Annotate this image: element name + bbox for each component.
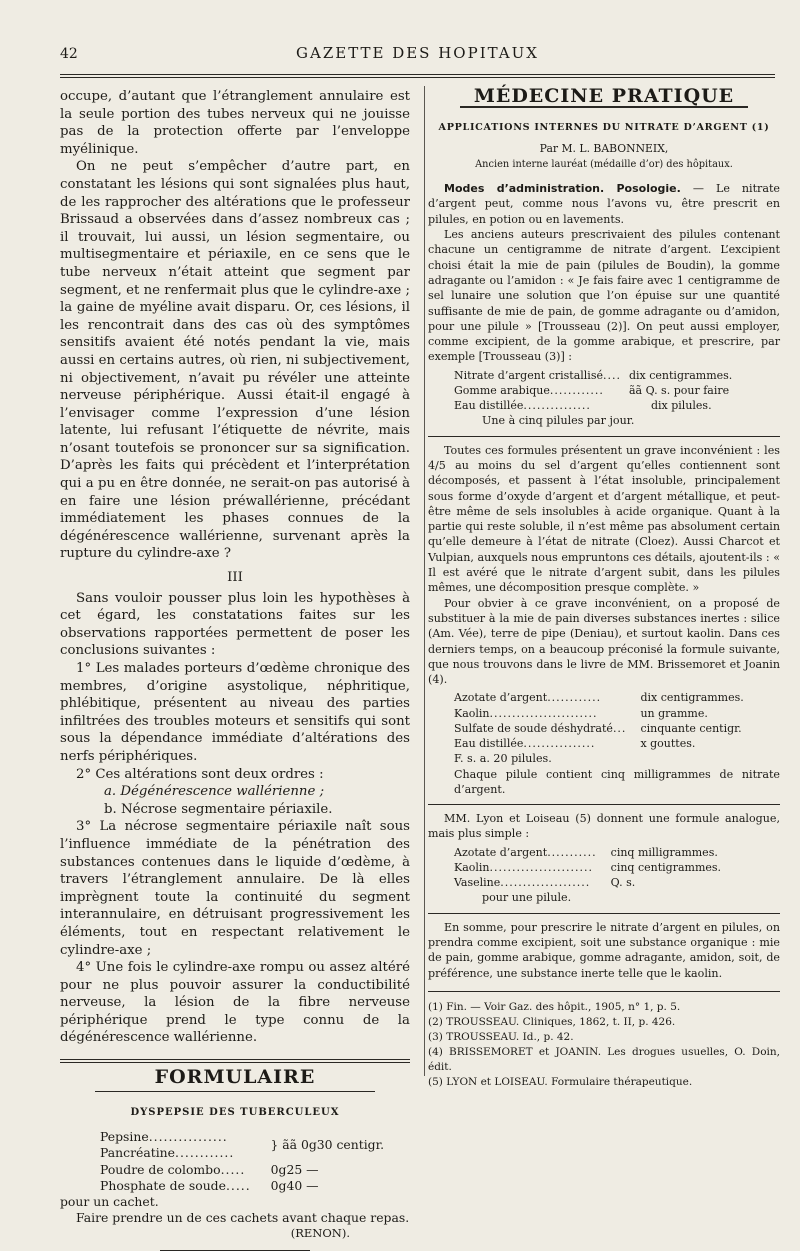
ingredient: Kaolin xyxy=(454,860,490,874)
quantity: cinquante centigr. xyxy=(640,721,742,735)
ingredient: Pancréatine xyxy=(100,1145,175,1161)
prescription-row xyxy=(454,368,732,383)
leader-dots: .................... xyxy=(500,876,591,890)
prescription-row xyxy=(454,860,721,875)
footnote: (2) TROUSSEAU. Cliniques, 1862, t. II, p. 426. xyxy=(428,1015,676,1028)
paragraph: Sans vouloir pousser plus loin les hypothèses à cet égard, les constatations faites sur les observations rapportées permettent de poser les conclusions suivantes : xyxy=(60,590,410,659)
footnote: (5) LYON et LOISEAU. Formulaire thérapeutique. xyxy=(428,1075,693,1088)
prescription-row xyxy=(454,398,732,413)
conclusion-1: 1° Les malades porteurs d’œdème chronique des membres, d’origine asystolique, néphritique, phlébitique, présentent au niveau des parties infiltrées des troubles moteurs et sensitifs qui sont sous la dépendance immédiate d’altérations des nerfs périphériques. xyxy=(60,661,410,764)
leader-dots: ............ xyxy=(549,383,604,397)
leader-dots: ..... xyxy=(225,1177,251,1193)
prescription-table xyxy=(100,1129,384,1194)
quantity: dix centigrammes. xyxy=(640,691,744,705)
prescription-row xyxy=(100,1178,384,1194)
prescription-row xyxy=(454,383,732,398)
footnotes xyxy=(428,1000,780,1090)
ingredient: Kaolin xyxy=(454,706,490,720)
section-title: MÉDECINE PRATIQUE xyxy=(473,85,735,107)
ingredient: Gomme arabique xyxy=(454,383,550,397)
conclusion-4: 4° Une fois le cylindre-axe rompu ou assez altéré pour ne plus pouvoir assurer la conductibilité nerveuse, la lésion de la fibre nerveuse périphérique prend le type connu de la dégénérescence wallérienne. xyxy=(60,960,410,1046)
leader-dots: ................ xyxy=(523,737,596,751)
leader-dots: ... xyxy=(612,721,627,735)
leader-dots: ............... xyxy=(523,399,591,413)
paragraph: Toutes ces formules présentent un grave inconvénient : les 4/5 au moins du sel d’argent qu’elles contiennent sont décomposés, et passent à l’état insoluble, principalement sous forme d’oxyde d’argent et d’argent métallique, et peut-être même de sels insolubles à acide organique. Quant à la partie qui reste soluble, il n’est même pas absolument certain qu’elle demeure à l’état de nitrate (Cloez). Aussi Charcot et Vulpian, auxquels nous empruntons ces détails, ajoutent-ils : « Il est avéré que le nitrate d’argent subit, dans les pilules mêmes, une décomposition presque complète. » xyxy=(428,443,780,595)
article-title: APPLICATIONS INTERNES DU NITRATE D’ARGENT (1) xyxy=(438,122,770,134)
page-number: 42 xyxy=(60,46,78,62)
ingredient: Sulfate de soude déshydraté xyxy=(454,721,613,735)
paragraph: En somme, pour prescrire le nitrate d’argent en pilules, on prendra comme excipient, soit une substance organique : mie de pain, gomme arabique, gomme adragante, amidon, soit, de préférence, une substance inerte telle que le kaolin. xyxy=(428,920,780,980)
prescription-row xyxy=(454,721,744,736)
prescription-instruction: F. s. a. 20 pilules. xyxy=(454,752,552,766)
ingredient: Pepsine xyxy=(100,1129,149,1145)
section-rule xyxy=(60,1059,410,1063)
leader-dots: .... xyxy=(602,368,621,382)
leader-dots: ........... xyxy=(547,845,597,859)
leader-dots: ................ xyxy=(148,1129,228,1145)
footnote: (3) TROUSSEAU. Id., p. 42. xyxy=(428,1030,574,1043)
formulaire-title: FORMULAIRE xyxy=(154,1066,316,1089)
conclusion-2b: b. Nécrose segmentaire périaxile. xyxy=(104,801,333,817)
formulaire-subtitle: DYSPEPSIE DES TUBERCULEUX xyxy=(130,1106,340,1118)
paragraph: Pour obvier à ce grave inconvénient, on a proposé de substituer à la mie de pain diverses substances inertes : silice (Am. Vée), terre de pipe (Deniau), et surtout kaolin. Dans ces derniers temps, on a beaucoup préconisé la formule suivante, que nous trouvons dans le livre de MM. Brissemoret et Joanin (4). xyxy=(428,596,780,687)
quantity: cinq centigrammes. xyxy=(610,860,722,874)
author-note: Ancien interne lauréat (médaille d’or) des hôpitaux. xyxy=(475,158,733,170)
ingredient: Phosphate de soude xyxy=(100,1177,226,1193)
footnote: (1) Fin. — Voir Gaz. des hôpit., 1905, n° 1, p. 5. xyxy=(428,1000,681,1013)
conclusion-2: 2° Ces altérations sont deux ordres : xyxy=(76,766,324,782)
prescription-table xyxy=(454,690,744,751)
left-column xyxy=(60,88,410,1251)
paragraph: On ne peut s’empêcher d’autre part, en constatant les lésions qui sont signalées plus haut, de les rapprocher des altérations que le professeur Brissaud a observées dans d’assez nombreux cas ; il trouvait, lui aussi, un lésion segmentaire, ou multisegmentaire et périaxile, en ce sens que le tube nerveux n’était atteint que segment par segment, et ne renfermait plus que le cylindre-axe ; la gaine de myéline avait disparu. Or, ces lésions, il les rencontrait dans des cas où des symptômes sensitifs avaient été notés pendant la vie, mais aussi en certains autres, où rien, ni subjectivement, ni objectivement, n’avait pu révéler une atteinte nerveuse périphérique. Aussi était-il engagé à l’envisager comme l’expression d’une lésion latente, lui refusant l’étiquette de névrite, mais n’osant toutefois se prononcer sur sa signification. D’après les faits qui précèdent et l’interprétation qui a pu en être donnée, ne serait-on pas autorisé à en faire une lésion préwallérienne, précédant immédiatement les phases connues de la dégénérescence wallérienne, survenant après la rupture du cylindre-axe ? xyxy=(60,159,410,562)
prescription-instruction: Faire prendre un de ces cachets avant chaque repas. xyxy=(76,1210,410,1226)
quantity: dix centigrammes. xyxy=(628,368,733,382)
quantity: Q. s. xyxy=(610,876,636,890)
quantity: ãã 0g30 centigr. xyxy=(282,1137,385,1153)
prescription-instruction: pour un cachet. xyxy=(60,1194,159,1210)
quantity: un gramme. xyxy=(640,706,708,720)
brace: } xyxy=(270,1138,279,1153)
paragraph: occupe, d’autant que l’étranglement annulaire est la seule portion des tubes nerveux qui ne jouisse pas de la protection offerte par l’enveloppe myélinique. xyxy=(60,89,410,157)
right-column xyxy=(428,85,780,1090)
quantity: dix pilules. xyxy=(650,399,712,413)
ingredient: Poudre de colombo xyxy=(100,1161,221,1177)
prescription-signature: (RENON). xyxy=(290,1226,350,1241)
ingredient: Nitrate d’argent cristallisé xyxy=(454,368,603,382)
quantity: cinq milligrammes. xyxy=(610,845,718,859)
author: Par M. L. BABONNEIX, xyxy=(539,141,669,155)
ingredient: Azotate d’argent xyxy=(454,691,548,705)
footnote: (4) BRISSEMORET et JOANIN. Les drogues usuelles, O. Doin, édit. xyxy=(428,1045,780,1073)
quantity: 0g25 — xyxy=(270,1161,319,1177)
quantity: ãã Q. s. pour faire xyxy=(628,383,730,397)
subheading: Modes d’administration. Posologie. xyxy=(444,182,681,196)
page-header xyxy=(60,44,775,66)
section-number: III xyxy=(227,570,243,586)
ingredient: Azotate d’argent xyxy=(454,845,548,859)
prescription-note: Chaque pilule contient cinq milligrammes de nitrate d’argent. xyxy=(454,767,780,796)
header-rule xyxy=(60,74,775,75)
footnote-rule xyxy=(428,991,780,992)
paragraph: — Le nitrate d’argent peut, comme nous l’avons vu, être prescrit en pilules, en potion ou en lavements. xyxy=(428,182,780,226)
ingredient: Vaseline xyxy=(454,876,501,890)
prescription-row xyxy=(100,1129,384,1145)
prescription-row xyxy=(454,875,721,890)
column-divider xyxy=(424,86,425,1076)
prescription-instruction: Une à cinq pilules par jour. xyxy=(482,414,635,428)
leader-dots: ..... xyxy=(220,1161,246,1177)
prescription-table xyxy=(454,845,721,891)
title-underline xyxy=(95,1091,375,1092)
prescription-table xyxy=(454,368,732,414)
prescription-row xyxy=(454,736,744,751)
leader-dots: ....................... xyxy=(489,860,593,874)
rule xyxy=(428,804,780,805)
running-title: GAZETTE DES HOPITAUX xyxy=(296,44,539,62)
quantity: x gouttes. xyxy=(640,737,696,751)
ingredient: Eau distillée xyxy=(454,399,524,413)
leader-dots: ............ xyxy=(547,691,602,705)
prescription-row xyxy=(100,1162,384,1178)
prescription-row xyxy=(454,690,744,705)
conclusion-2a: a. Dégénérescence wallérienne ; xyxy=(104,784,325,800)
leader-dots: ........................ xyxy=(489,706,598,720)
quantity: 0g40 — xyxy=(270,1177,319,1193)
rule xyxy=(428,913,780,914)
leader-dots: ............ xyxy=(175,1145,235,1161)
paragraph: MM. Lyon et Loiseau (5) donnent une formule analogue, mais plus simple : xyxy=(428,812,780,841)
header-rule-second xyxy=(60,77,775,78)
prescription-instruction: pour une pilule. xyxy=(482,891,572,905)
ingredient: Eau distillée xyxy=(454,737,524,751)
conclusion-3: 3° La nécrose segmentaire périaxile naît sous l’influence immédiate de la pénétration des substances contenues dans le liquide d’œdème, à travers l’étranglement annulaire. De là elles imprègnent toute la continuité du segment interannulaire, en détruisant progressivement les éléments, tout en respectant relativement le cylindre-axe ; xyxy=(60,819,410,958)
rule xyxy=(428,436,780,437)
prescription-row xyxy=(454,706,744,721)
paragraph: Les anciens auteurs prescrivaient des pilules contenant chacune un centigramme de nitrate d’argent. L’excipient choisi était la mie de pain (pilules de Boudin), la gomme adragante ou l’amidon : « Je fais faire avec 1 centigramme de sel lunaire une solution que l’on épuise sur une quantité suffisante de mie de pain, de gomme adragante ou d’amidon, pour une pilule » [Trousseau (2)]. On peut aussi employer, comme excipient, de la gomme arabique, et prescrire, par exemple [Trousseau (3)] : xyxy=(428,228,780,364)
prescription-row xyxy=(454,845,721,860)
